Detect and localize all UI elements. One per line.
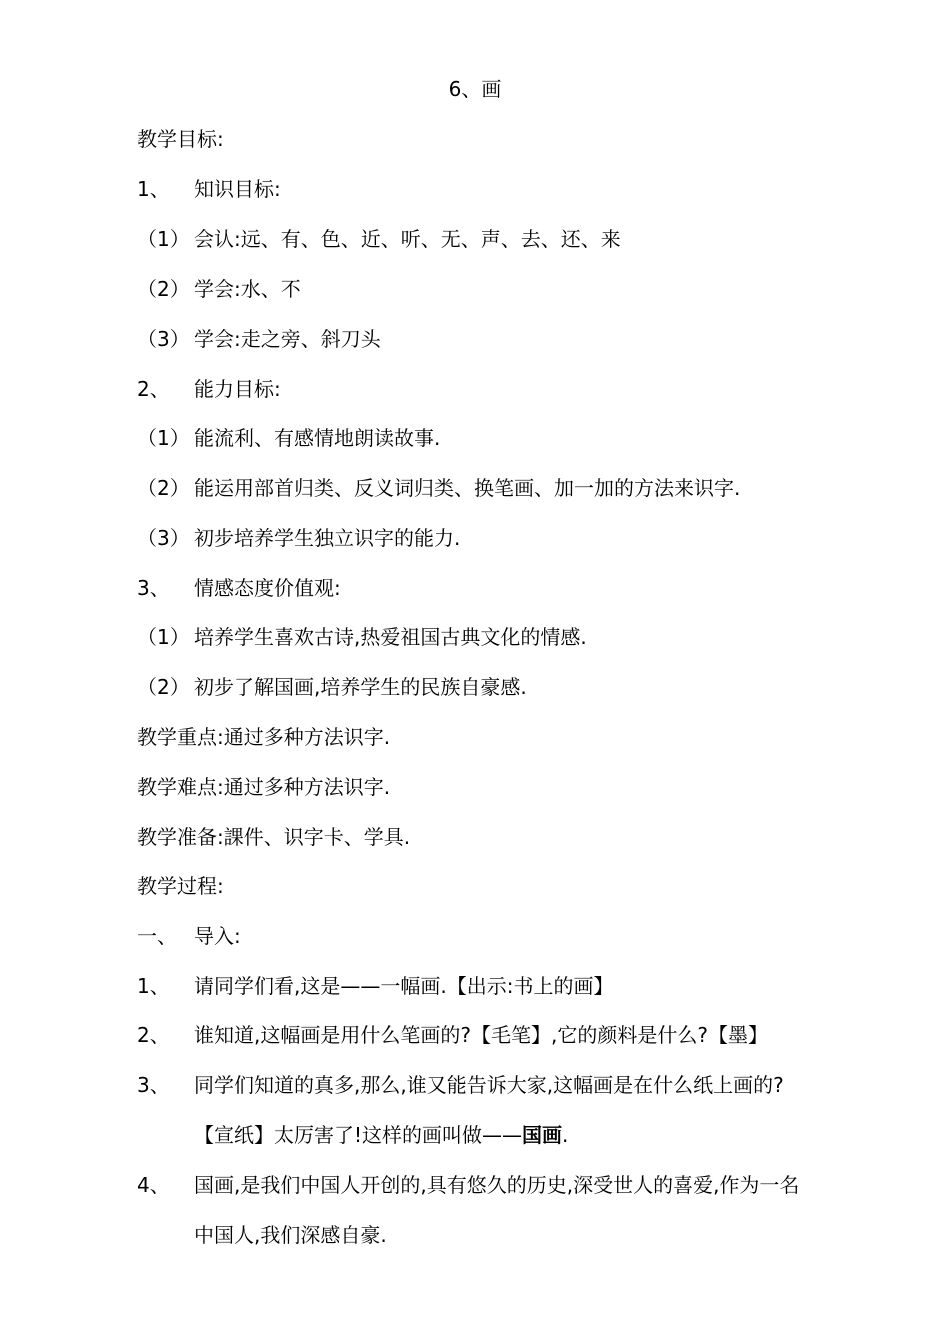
part-label: 导入: <box>194 924 241 948</box>
item-number: （1） <box>137 227 190 251</box>
preparation: 教学准备:課件、识字卡、学具. <box>137 825 411 849</box>
item-text: 初步了解国画,培养学生的民族自豪感. <box>194 675 527 699</box>
emphasis-term: 国画 <box>522 1123 563 1147</box>
step-number: 2、 <box>137 1023 170 1047</box>
item-text: 学会:走之旁、斜刀头 <box>194 327 381 351</box>
objectives-heading: 教学目标: <box>137 127 224 151</box>
difficult-point: 教学难点:通过多种方法识字. <box>137 775 391 799</box>
item-number: （2） <box>137 476 190 500</box>
item-number: （3） <box>137 327 190 351</box>
step-number: 1、 <box>137 974 170 998</box>
item-text: 能流利、有感情地朗读故事. <box>194 426 441 450</box>
section-label: 能力目标: <box>194 377 281 401</box>
section-number: 1、 <box>137 177 170 201</box>
step-number: 3、 <box>137 1073 170 1097</box>
item-number: （2） <box>137 675 190 699</box>
step-cont-suffix: . <box>562 1123 569 1147</box>
item-text: 培养学生喜欢古诗,热爱祖国古典文化的情感. <box>194 625 587 649</box>
step-cont-text: 【宣纸】太厉害了!这样的画叫做—— <box>194 1123 523 1147</box>
step-text: 谁知道,这幅画是用什么笔画的?【毛笔】,它的颜料是什么?【墨】 <box>194 1023 768 1047</box>
item-number: （1） <box>137 625 190 649</box>
process-heading: 教学过程: <box>137 874 224 898</box>
item-text: 会认:远、有、色、近、听、无、声、去、还、来 <box>194 227 621 251</box>
item-text: 学会:水、不 <box>194 277 301 301</box>
step-continuation: 中国人,我们深感自豪. <box>194 1223 387 1247</box>
item-text: 初步培养学生独立识字的能力. <box>194 526 461 550</box>
section-label: 知识目标: <box>194 177 281 201</box>
page-title: 6、画 <box>448 77 502 101</box>
item-number: （2） <box>137 277 190 301</box>
step-number: 4、 <box>137 1173 170 1197</box>
step-text: 国画,是我们中国人开创的,具有悠久的历史,深受世人的喜爱,作为一名 <box>194 1173 800 1197</box>
section-number: 3、 <box>137 576 170 600</box>
item-number: （1） <box>137 426 190 450</box>
step-text: 请同学们看,这是——一幅画.【出示:书上的画】 <box>194 974 614 998</box>
section-label: 情感态度价值观: <box>194 576 341 600</box>
item-number: （3） <box>137 526 190 550</box>
key-point: 教学重点:通过多种方法识字. <box>137 725 391 749</box>
section-number: 2、 <box>137 377 170 401</box>
item-text: 能运用部首归类、反义词归类、换笔画、加一加的方法来识字. <box>194 476 741 500</box>
step-continuation <box>194 1122 568 1148</box>
part-number: 一、 <box>137 924 177 948</box>
step-text: 同学们知道的真多,那么,谁又能告诉大家,这幅画是在什么纸上画的? <box>194 1073 784 1097</box>
